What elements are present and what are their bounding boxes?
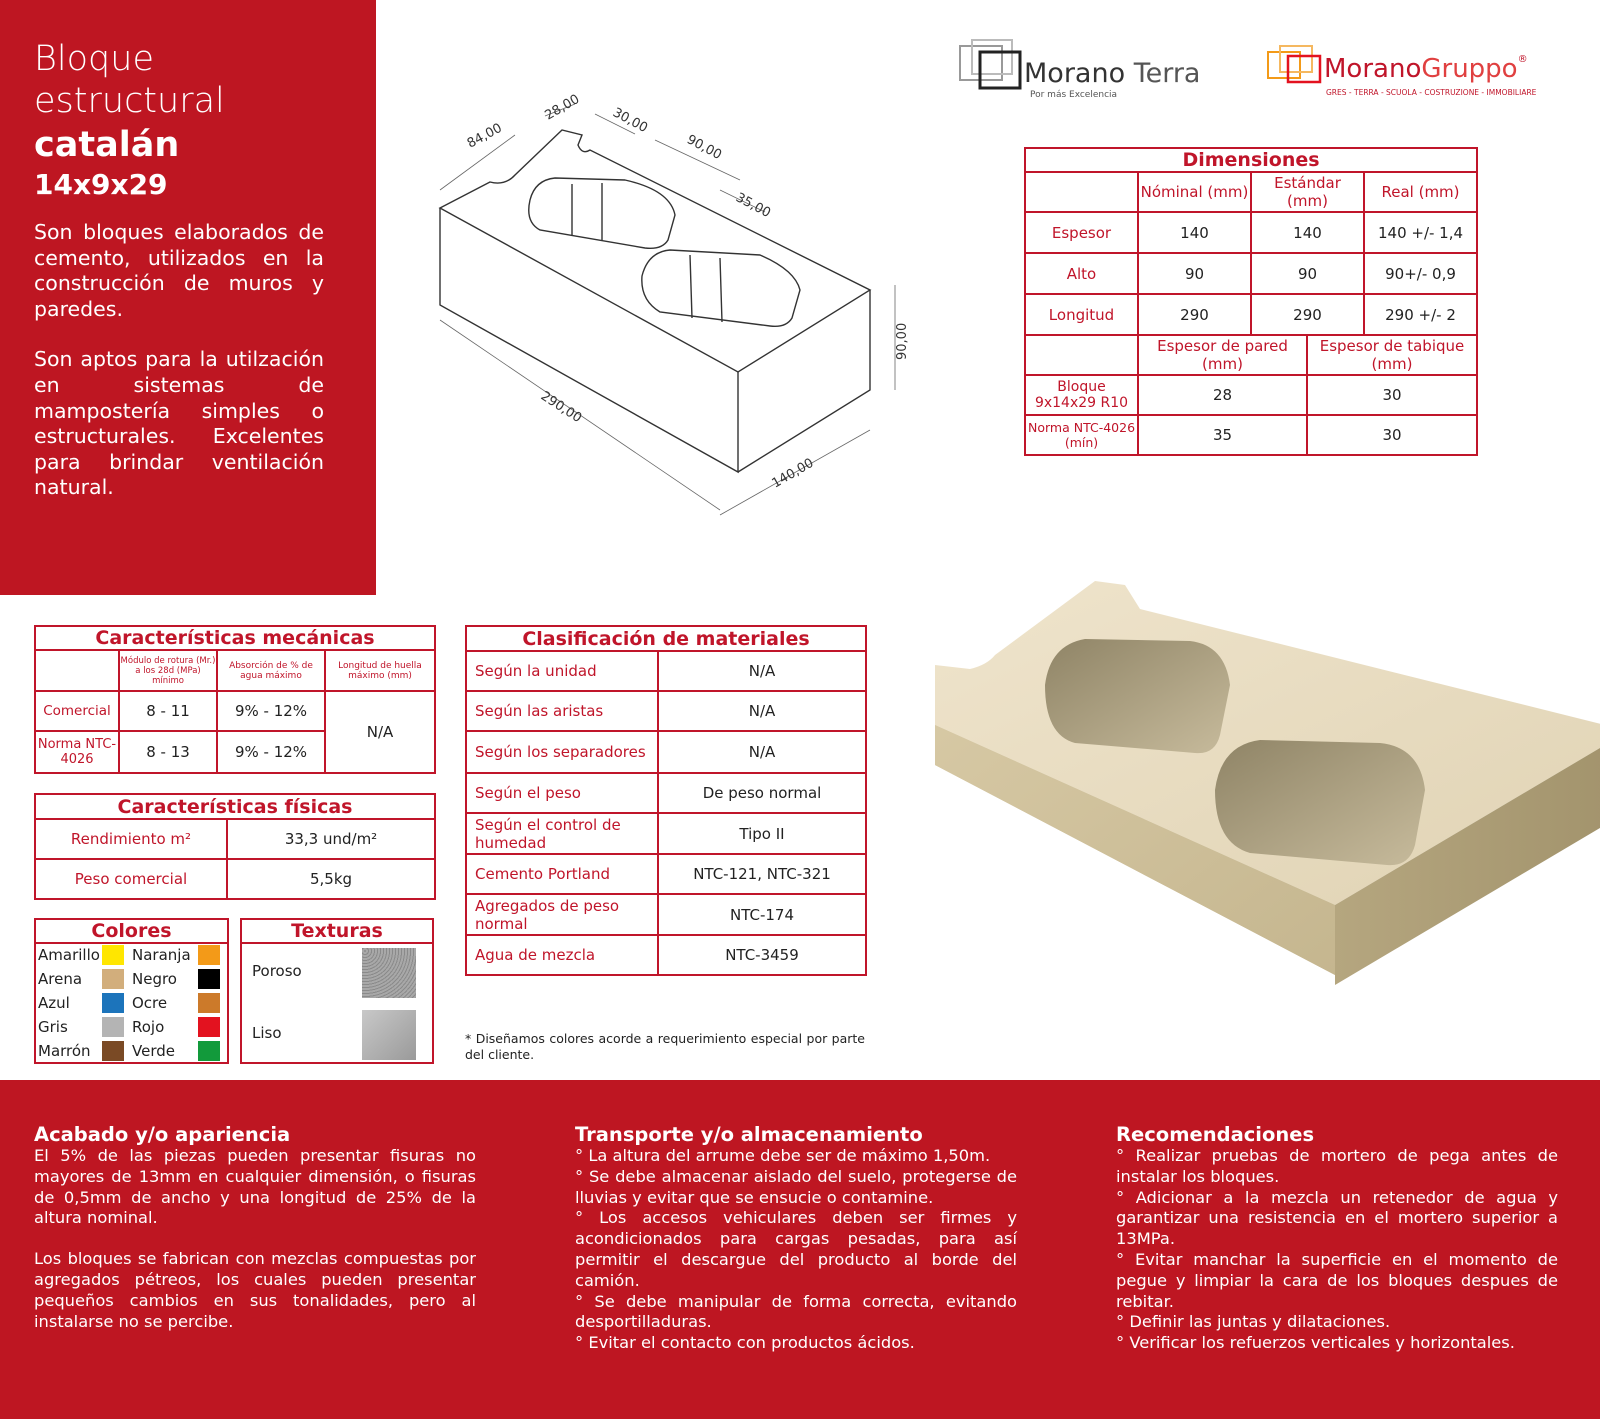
morano-gruppo-logo [1266, 42, 1556, 100]
wall-value: 30 [1307, 375, 1477, 415]
phys-value: 5,5kg [227, 859, 435, 899]
transporte-item: ° Evitar el contacto con productos ácidos. [575, 1333, 915, 1353]
block-technical-drawing [430, 90, 910, 530]
mec-value: 8 - 11 [119, 691, 217, 731]
dim-90-side: 90,00 [895, 322, 910, 360]
dim-value: 90 [1251, 253, 1364, 294]
morano-terra-logo [958, 36, 1228, 102]
color-swatch [102, 993, 124, 1013]
class-label: Según las aristas [466, 691, 658, 731]
gruppo-tagline: GRES - TERRA - SCUOLA - COSTRUZIONE - IMMOBILIARE [1326, 88, 1537, 97]
empty-cell [1025, 172, 1138, 212]
transporte-title: Transporte y/o almacenamiento [575, 1123, 923, 1146]
title-line-2: catalán [34, 125, 180, 165]
dim-90-top: 90,00 [684, 132, 725, 164]
recomendacion-item: ° Definir las juntas y dilataciones. [1116, 1312, 1391, 1332]
recomendacion-item: ° Evitar manchar la superficie en el momento de pegue y limpiar la cara de los bloques despues de rebitar. [1116, 1249, 1558, 1311]
color-swatch [198, 1017, 220, 1037]
empty-cell [1025, 335, 1138, 375]
footer-col-transporte [575, 1124, 1017, 1354]
terra-tagline: Por más Excelencia [1030, 90, 1118, 100]
color-swatch [198, 969, 220, 989]
squares-orange-logo-icon [1266, 42, 1326, 84]
gruppo-registered: ® [1517, 54, 1528, 65]
color-swatch [198, 1041, 220, 1061]
color-name: Azul [38, 994, 70, 1012]
intro-paragraph-2: Son aptos para la utilzación en sistemas de mampostería simples o estructurales. Excelentes para brindar ventilación natural. [34, 347, 324, 500]
terra-name-1: Morano [1024, 58, 1126, 89]
class-value: NTC-174 [658, 894, 866, 935]
class-label: Cemento Portland [466, 854, 658, 894]
dim-row-label: Alto [1025, 253, 1138, 294]
dimensions-table [1024, 147, 1478, 336]
color-name: Ocre [132, 994, 168, 1012]
classification-title: Clasificación de materiales [466, 626, 866, 651]
class-value: NTC-3459 [658, 935, 866, 975]
color-name: Naranja [132, 946, 191, 964]
empty-cell [35, 650, 119, 691]
title-dimensions: 14x9x29 [34, 168, 168, 201]
class-label: Agregados de peso normal [466, 894, 658, 935]
classification-table [465, 625, 867, 976]
texture-smooth-sample [362, 1010, 416, 1060]
dim-header: Real (mm) [1364, 172, 1477, 212]
mec-header: Módulo de rotura (Mr.) a los 28d (MPa) mínimo [119, 650, 217, 691]
texture-name: Liso [252, 1024, 282, 1042]
class-label: Según la unidad [466, 651, 658, 691]
textures-box [240, 918, 434, 1064]
dim-value: 140 +/- 1,4 [1364, 212, 1477, 253]
dim-35: 35,00 [733, 190, 774, 222]
dim-row-label: Espesor [1025, 212, 1138, 253]
gruppo-name-1: Morano [1324, 54, 1422, 84]
dim-84: 84,00 [464, 120, 505, 152]
class-value: NTC-121, NTC-321 [658, 854, 866, 894]
wall-value: 28 [1138, 375, 1307, 415]
dim-30: 30,00 [610, 105, 651, 137]
recomendacion-item: ° Adicionar a la mezcla un retenedor de agua y garantizar una resistencia en el mortero superior a 13MPa. [1116, 1187, 1558, 1249]
transporte-item: ° Se debe manipular de forma correcta, evitando desportilladuras. [575, 1291, 1017, 1332]
dim-header: Estándar (mm) [1251, 172, 1364, 212]
dim-value: 290 [1138, 294, 1251, 335]
colors-title: Colores [36, 920, 227, 944]
color-name: Rojo [132, 1018, 165, 1036]
mec-header: Longitud de huella máximo (mm) [325, 650, 435, 691]
custom-colors-note: * Diseñamos colores acorde a requerimiento especial por parte del cliente. [465, 1031, 865, 1062]
footer-panel [0, 1080, 1600, 1419]
color-swatch [102, 1041, 124, 1061]
dim-value: 290 [1251, 294, 1364, 335]
color-swatch [102, 969, 124, 989]
recomendacion-item: ° Verificar los refuerzos verticales y horizontales. [1116, 1333, 1515, 1353]
colors-box [34, 918, 229, 1064]
texture-name: Poroso [252, 962, 302, 980]
dim-row-label: Longitud [1025, 294, 1138, 335]
dimensions-title: Dimensiones [1025, 148, 1477, 172]
mechanical-title: Características mecánicas [35, 626, 435, 650]
class-label: Según los separadores [466, 731, 658, 773]
dim-28: 28,00 [542, 91, 583, 124]
dim-140: 140,00 [769, 455, 817, 492]
transporte-item: ° Los accesos vehiculares deben ser firmes y acondicionados para cargas pesadas, para así permitir el descargue del producto al borde del camión. [575, 1208, 1017, 1290]
color-name: Gris [38, 1018, 68, 1036]
acabado-title: Acabado y/o apariencia [34, 1123, 291, 1146]
color-swatch [198, 993, 220, 1013]
phys-value: 33,3 und/m² [227, 819, 435, 859]
transporte-item: ° La altura del arrume debe ser de máximo 1,50m. [575, 1146, 991, 1165]
class-label: Según el control de humedad [466, 813, 658, 854]
dim-header: Nóminal (mm) [1138, 172, 1251, 212]
dim-290: 290,00 [537, 388, 585, 427]
physical-title: Características físicas [35, 794, 435, 819]
mec-value: 9% - 12% [217, 731, 325, 773]
mec-row-label: Norma NTC-4026 [35, 731, 119, 773]
color-swatch [198, 945, 220, 965]
title-line-1: Bloque estructural [34, 39, 225, 121]
wall-row-label: Norma NTC-4026 (mín) [1025, 415, 1138, 455]
dim-value: 140 [1138, 212, 1251, 253]
transporte-item: ° Se debe almacenar aislado del suelo, protegerse de lluvias y evitar que se ensucie o contamine. [575, 1166, 1017, 1207]
recomendaciones-title: Recomendaciones [1116, 1123, 1315, 1146]
class-value: N/A [658, 651, 866, 691]
color-name: Verde [132, 1042, 175, 1060]
mec-huella-value: N/A [325, 691, 435, 773]
footer-col-recomendaciones [1116, 1124, 1558, 1354]
class-value: N/A [658, 731, 866, 773]
wall-value: 30 [1307, 415, 1477, 455]
squares-logo-icon [958, 36, 1024, 90]
color-name: Negro [132, 970, 177, 988]
phys-label: Peso comercial [35, 859, 227, 899]
mec-row-label: Comercial [35, 691, 119, 731]
class-label: Agua de mezcla [466, 935, 658, 975]
texture-porous-sample [362, 948, 416, 998]
color-name: Amarillo [38, 946, 100, 964]
wall-value: 35 [1138, 415, 1307, 455]
color-swatch [102, 1017, 124, 1037]
dim-value: 90+/- 0,9 [1364, 253, 1477, 294]
color-name: Marrón [38, 1042, 91, 1060]
block-3d-render [925, 575, 1600, 1080]
wall-row-label: Bloque 9x14x29 R10 [1025, 375, 1138, 415]
wall-header: Espesor de pared (mm) [1138, 335, 1307, 375]
class-value: Tipo II [658, 813, 866, 854]
color-swatch [102, 945, 124, 965]
footer-col-acabado [34, 1124, 476, 1332]
dim-value: 90 [1138, 253, 1251, 294]
dim-value: 290 +/- 2 [1364, 294, 1477, 335]
acabado-p1: El 5% de las piezas pueden presentar fisuras no mayores de 13mm en cualquier dimensión, o fisuras de 0,5mm de ancho y una longitud de 25% de la altura nominal. [34, 1146, 476, 1228]
mechanical-table [34, 625, 436, 774]
wall-thickness-table [1024, 335, 1478, 456]
acabado-p2: Los bloques se fabrican con mezclas compuestas por agregados pétreos, los cuales pueden presentar pequeños cambios en sus tonalidades, pero al instalarse no se percibe. [34, 1249, 476, 1331]
mec-value: 9% - 12% [217, 691, 325, 731]
class-value: De peso normal [658, 773, 866, 813]
terra-name-2: Terra [1133, 58, 1201, 89]
wall-header: Espesor de tabique (mm) [1307, 335, 1477, 375]
dim-value: 140 [1251, 212, 1364, 253]
intro-paragraph-1: Son bloques elaborados de cemento, utilizados en la construcción de muros y paredes. [34, 220, 324, 321]
gruppo-name-2: Gruppo [1421, 54, 1518, 84]
phys-label: Rendimiento m² [35, 819, 227, 859]
class-label: Según el peso [466, 773, 658, 813]
textures-title: Texturas [242, 920, 432, 944]
mec-header: Absorción de % de agua máximo [217, 650, 325, 691]
physical-table [34, 793, 436, 900]
title-panel [0, 0, 376, 595]
mec-value: 8 - 13 [119, 731, 217, 773]
class-value: N/A [658, 691, 866, 731]
recomendacion-item: ° Realizar pruebas de mortero de pega antes de instalar los bloques. [1116, 1146, 1558, 1186]
color-name: Arena [38, 970, 83, 988]
